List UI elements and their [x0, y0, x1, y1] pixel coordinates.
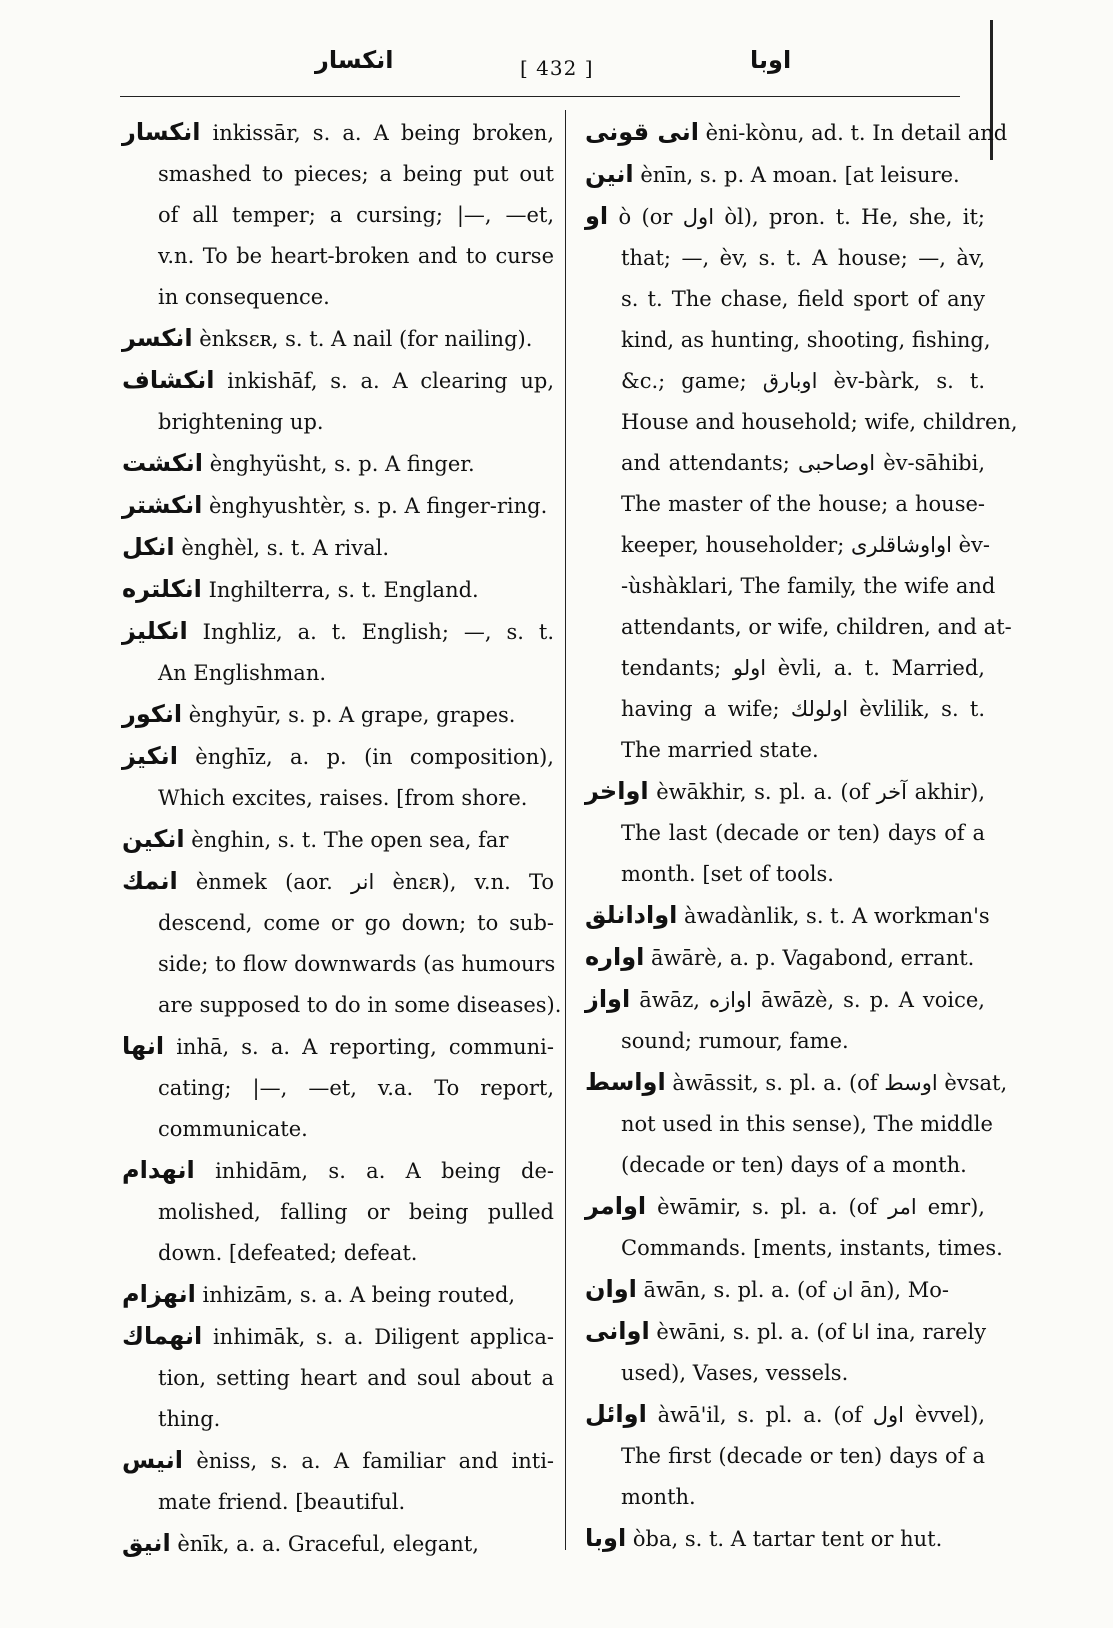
entry-continuation-line — [122, 1399, 554, 1440]
entry-headline — [122, 318, 554, 360]
entry-continuation-line — [122, 778, 554, 819]
header-left-catchword: انكسار — [315, 46, 394, 74]
entry-text: tendants; اولو èvli, a. t. Married, — [621, 656, 985, 680]
entry-continuation-line — [122, 903, 554, 944]
entry-text: The master of the house; a house- — [621, 492, 985, 516]
entry-text: of all temper; a cursing; |—, —et, — [158, 203, 554, 227]
entry-text: ènīk, a. a. Graceful, elegant, — [177, 1532, 479, 1556]
entry-continuation-line — [585, 525, 991, 566]
dictionary-entry — [585, 895, 990, 937]
entry-continuation-line — [122, 277, 554, 318]
entry-text: side; to flow downwards (as humours — [158, 952, 556, 976]
entry-continuation-line — [585, 566, 996, 607]
entry-continuation-line — [122, 653, 554, 694]
entry-text: inkishāf, s. a. A clearing up, — [227, 369, 554, 393]
entry-text: attendants, or wife, children, and at- — [621, 615, 1012, 639]
entry-text: tion, setting heart and soul about a — [158, 1366, 554, 1390]
headword-arabic: انيق — [122, 1529, 171, 1557]
entry-continuation-line — [122, 985, 562, 1026]
entry-text: not used in this sense), The middle — [621, 1112, 993, 1136]
entry-continuation-line — [585, 279, 985, 320]
dictionary-entry — [585, 1269, 985, 1311]
entry-headline — [122, 360, 554, 402]
entry-continuation-line — [122, 1068, 554, 1109]
entry-text: Which excites, raises. [from shore. — [158, 786, 528, 810]
headword-arabic: انى قونى — [585, 118, 699, 146]
dictionary-entry — [122, 443, 554, 485]
headword-arabic: انكسار — [122, 118, 201, 146]
dictionary-entry — [585, 1394, 985, 1518]
entry-headline — [122, 736, 554, 778]
entry-continuation-line — [585, 1145, 985, 1186]
dictionary-entry — [585, 112, 1008, 154]
entry-text: cating; |—, —et, v.a. To report, — [158, 1076, 554, 1100]
entry-text: keeper, householder; اواوشاقلرى èv- — [621, 533, 991, 557]
headword-arabic: انمك — [122, 867, 178, 895]
dictionary-entry — [122, 1523, 554, 1565]
dictionary-entry — [585, 1518, 985, 1560]
entry-text: communicate. — [158, 1117, 308, 1141]
header-right-catchword: اوبا — [750, 46, 792, 74]
entry-continuation-line — [585, 361, 985, 402]
headword-arabic: انكين — [122, 825, 185, 853]
entry-headline — [585, 1311, 985, 1353]
headword-arabic: اوانى — [585, 1317, 650, 1345]
entry-continuation-line — [585, 1021, 985, 1062]
dictionary-entry — [122, 819, 554, 861]
entry-continuation-line — [585, 854, 985, 895]
entry-continuation-line — [122, 1358, 554, 1399]
entry-continuation-line — [585, 1436, 985, 1477]
entry-text: are supposed to do in some diseases). — [158, 993, 562, 1017]
entry-text: thing. — [158, 1407, 221, 1431]
entry-headline — [122, 485, 554, 527]
entry-continuation-line — [585, 1104, 993, 1145]
entry-text: An Englishman. — [158, 661, 327, 685]
dictionary-entry — [122, 112, 554, 318]
headword-arabic: انهزام — [122, 1280, 196, 1308]
entry-headline — [122, 694, 554, 736]
entry-continuation-line — [122, 236, 554, 277]
dictionary-entry — [585, 1062, 1008, 1186]
entry-text: ènīn, s. p. A moan. [at leisure. — [640, 163, 960, 187]
entry-text: Inghilterra, s. t. England. — [208, 578, 479, 602]
entry-text: inhizām, s. a. A being routed, — [202, 1283, 516, 1307]
entry-text: The last (decade or ten) days of a — [621, 821, 985, 845]
headword-arabic: انهدام — [122, 1156, 195, 1184]
entry-text: èni-kònu, ad. t. In detail and — [705, 121, 1008, 145]
entry-text: èwāni, s. pl. a. (of انا ina, rarely — [656, 1320, 987, 1344]
entry-headline — [122, 443, 554, 485]
dictionary-entry — [122, 1316, 554, 1440]
entry-text: &c.; game; اوبارق èv-bàrk, s. t. — [621, 369, 985, 393]
entry-headline — [122, 569, 554, 611]
headword-arabic: اوائل — [585, 1400, 647, 1428]
entry-text: -ùshàklari, The family, the wife and — [621, 574, 996, 598]
entry-headline — [585, 1062, 1008, 1104]
entry-text: àwā'il, s. pl. a. (of اول èvvel), — [657, 1403, 985, 1427]
entry-text: used), Vases, vessels. — [621, 1361, 849, 1385]
entry-headline — [122, 861, 554, 903]
entry-text: āwān, s. pl. a. (of ان ān), Mo- — [643, 1278, 950, 1302]
headword-arabic: اوبا — [585, 1524, 627, 1552]
entry-continuation-line — [585, 689, 985, 730]
entry-text: sound; rumour, fame. — [621, 1029, 849, 1053]
entry-text: èwākhir, s. pl. a. (of آخر akhir), — [656, 780, 985, 804]
entry-text: òba, s. t. A tartar tent or hut. — [632, 1527, 943, 1551]
entry-text: Commands. [ments, instants, times. — [621, 1236, 1003, 1260]
entry-continuation-line — [585, 730, 985, 771]
entry-headline — [122, 611, 554, 653]
entry-text: inhā, s. a. A reporting, communi- — [176, 1035, 554, 1059]
entry-text: down. [defeated; defeat. — [158, 1241, 418, 1265]
entry-text: descend, come or go down; to sub- — [158, 911, 554, 935]
headword-arabic: انكل — [122, 533, 175, 561]
headword-arabic: اواره — [585, 943, 645, 971]
entry-text: House and household; wife, children, — [621, 410, 1018, 434]
left-column — [122, 112, 562, 1565]
entry-headline — [122, 1274, 554, 1316]
entry-text: àwāssit, s. pl. a. (of اوسط èvsat, — [672, 1071, 1008, 1095]
entry-headline — [122, 1316, 554, 1358]
headword-arabic: اوامر — [585, 1192, 647, 1220]
entry-text: The married state. — [621, 738, 819, 762]
entry-text: inhimāk, s. a. Diligent applica- — [212, 1325, 554, 1349]
headword-arabic: او — [585, 202, 609, 230]
entry-continuation-line — [585, 484, 985, 525]
dictionary-entry — [585, 1186, 1003, 1269]
entry-continuation-line — [585, 402, 1018, 443]
entry-text: inkissār, s. a. A being broken, — [212, 121, 554, 145]
dictionary-entry — [585, 771, 985, 895]
dictionary-entry — [585, 937, 985, 979]
entry-continuation-line — [122, 1233, 554, 1274]
entry-continuation-line — [122, 154, 554, 195]
entry-text: inhidām, s. a. A being de- — [215, 1159, 554, 1183]
entry-text: ènghyüsht, s. p. A finger. — [209, 452, 475, 476]
entry-text: in consequence. — [158, 285, 330, 309]
entry-text: month. [set of tools. — [621, 862, 834, 886]
entry-text: āwāz, اوازه āwāzè, s. p. A voice, — [639, 988, 985, 1012]
entry-headline — [122, 1523, 554, 1565]
headword-arabic: انكسر — [122, 324, 193, 352]
entry-headline — [585, 196, 985, 238]
dictionary-entry — [585, 979, 985, 1062]
headword-arabic: انكليز — [122, 617, 188, 645]
dictionary-entry — [122, 694, 554, 736]
entry-continuation-line — [585, 1477, 985, 1518]
entry-continuation-line — [585, 1228, 1003, 1269]
headword-arabic: اواخر — [585, 777, 649, 805]
dictionary-entry — [122, 1274, 554, 1316]
dictionary-entry — [122, 485, 554, 527]
entry-text: The first (decade or ten) days of a — [621, 1444, 985, 1468]
entry-continuation-line — [585, 320, 991, 361]
entry-headline — [585, 154, 985, 196]
entry-text: ènghyūr, s. p. A grape, grapes. — [188, 703, 516, 727]
entry-headline — [585, 979, 985, 1021]
entry-headline — [122, 527, 554, 569]
headword-arabic: انكلتره — [122, 575, 202, 603]
entry-headline — [585, 112, 1008, 154]
dictionary-entry — [585, 1311, 985, 1394]
page-number: [ 432 ] — [520, 56, 594, 80]
entry-continuation-line — [585, 607, 1012, 648]
headword-arabic: انها — [122, 1032, 165, 1060]
headword-arabic: اواز — [585, 985, 631, 1013]
dictionary-entry — [122, 318, 554, 360]
entry-text: ènghīz, a. p. (in composition), — [195, 745, 554, 769]
headword-arabic: انكشت — [122, 449, 204, 477]
entry-text: Inghliz, a. t. English; —, s. t. — [202, 620, 554, 644]
entry-text: v.n. To be heart-broken and to curse — [158, 244, 554, 268]
entry-text: s. t. The chase, field sport of any — [621, 287, 985, 311]
dictionary-entry — [122, 527, 554, 569]
entry-text: kind, as hunting, shooting, fishing, — [621, 328, 991, 352]
dictionary-entry — [122, 736, 554, 819]
entry-text: month. — [621, 1485, 696, 1509]
dictionary-entry — [122, 569, 554, 611]
entry-text: èwāmir, s. pl. a. (of امر emr), — [657, 1195, 985, 1219]
entry-headline — [585, 895, 990, 937]
headword-arabic: انهماك — [122, 1322, 203, 1350]
entry-headline — [585, 771, 985, 813]
header-rule — [120, 96, 960, 97]
entry-text: smashed to pieces; a being put out — [158, 162, 554, 186]
entry-text: ènghèl, s. t. A rival. — [181, 536, 390, 560]
entry-headline — [122, 819, 554, 861]
entry-headline — [122, 1150, 554, 1192]
entry-continuation-line — [122, 402, 554, 443]
entry-text: ò (or اول òl), pron. t. He, she, it; — [618, 205, 985, 229]
headword-arabic: انكيز — [122, 742, 178, 770]
entry-headline — [122, 1440, 554, 1482]
right-column — [585, 112, 1018, 1560]
dictionary-entry — [122, 360, 554, 443]
dictionary-entry — [122, 611, 554, 694]
headword-arabic: انيس — [122, 1446, 183, 1474]
dictionary-entry — [122, 1026, 554, 1150]
entry-continuation-line — [585, 813, 985, 854]
entry-text: having a wife; اولولك èvlilik, s. t. — [621, 697, 985, 721]
entry-headline — [122, 112, 554, 154]
entry-continuation-line — [122, 1482, 554, 1523]
entry-continuation-line — [122, 195, 554, 236]
entry-text: àwadànlik, s. t. A workman's — [684, 904, 990, 928]
entry-headline — [585, 937, 985, 979]
column-divider — [565, 110, 566, 1550]
entry-text: ènghyushtèr, s. p. A finger-ring. — [209, 494, 548, 518]
entry-continuation-line — [585, 238, 985, 279]
dictionary-entry — [585, 154, 985, 196]
headword-arabic: انين — [585, 160, 634, 188]
headword-arabic: انكشاف — [122, 366, 215, 394]
entry-headline — [585, 1186, 985, 1228]
entry-headline — [122, 1026, 554, 1068]
entry-headline — [585, 1269, 985, 1311]
headword-arabic: انكشتر — [122, 491, 203, 519]
entry-continuation-line — [122, 1109, 554, 1150]
entry-continuation-line — [585, 443, 985, 484]
headword-arabic: اوان — [585, 1275, 637, 1303]
entry-text: and attendants; اوصاحبى èv-sāhibi, — [621, 451, 986, 475]
entry-text: ènghin, s. t. The open sea, far — [191, 828, 509, 852]
entry-text: mate friend. [beautiful. — [158, 1490, 406, 1514]
entry-text: brightening up. — [158, 410, 324, 434]
dictionary-entry — [122, 861, 562, 1026]
entry-continuation-line — [585, 648, 985, 689]
entry-text: ènmek (aor. انر ènɛʀ), v.n. To — [195, 870, 554, 894]
headword-arabic: انكور — [122, 700, 183, 728]
dictionary-entry — [122, 1150, 554, 1274]
entry-continuation-line — [122, 1192, 554, 1233]
entry-text: that; —, èv, s. t. A house; —, àv, — [621, 246, 985, 270]
entry-text: molished, falling or being pulled — [158, 1200, 554, 1224]
entry-headline — [585, 1394, 985, 1436]
entry-text: èniss, s. a. A familiar and inti- — [196, 1449, 555, 1473]
headword-arabic: اواسط — [585, 1068, 666, 1096]
entry-text: āwārè, a. p. Vagabond, errant. — [651, 946, 975, 970]
headword-arabic: اوادانلق — [585, 901, 678, 929]
page-header — [120, 40, 960, 100]
entry-headline — [585, 1518, 985, 1560]
entry-continuation-line — [585, 1353, 985, 1394]
entry-text: (decade or ten) days of a month. — [621, 1153, 967, 1177]
dictionary-entry — [122, 1440, 554, 1523]
entry-text: ènksɛʀ, s. t. A nail (for nailing). — [199, 327, 533, 351]
dictionary-entry — [585, 196, 1018, 771]
entry-continuation-line — [122, 944, 554, 985]
